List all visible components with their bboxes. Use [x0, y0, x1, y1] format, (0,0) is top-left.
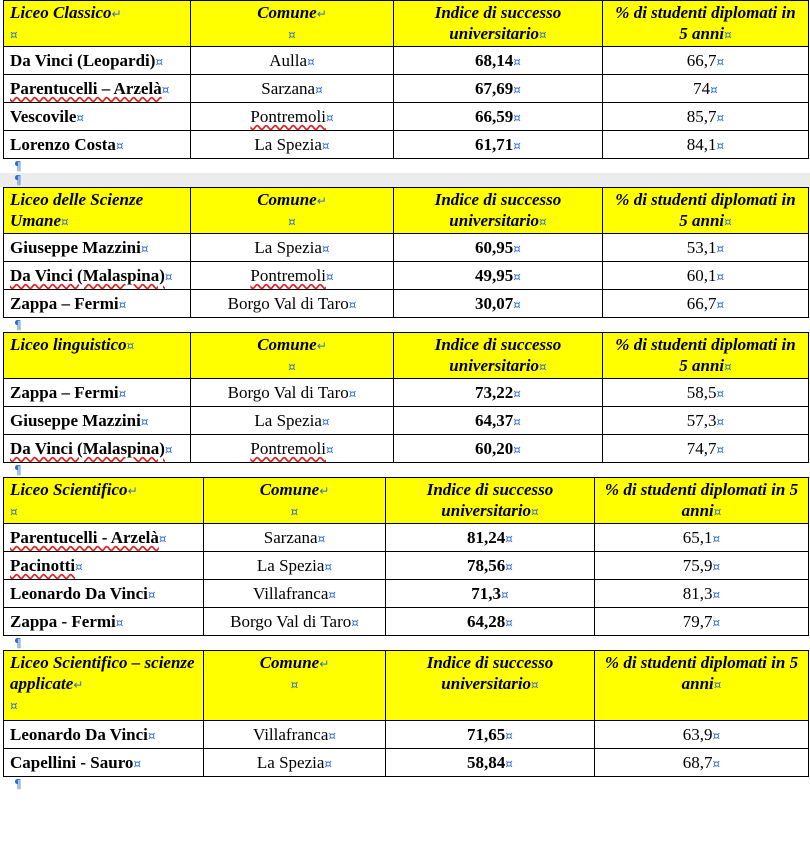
return-mark-icon: ↵	[127, 484, 138, 498]
indice-cell[interactable]: 66,59¤	[394, 103, 603, 131]
comune-cell[interactable]: La Spezia¤	[191, 131, 394, 159]
percent-cell[interactable]: 74¤	[603, 75, 809, 103]
comune-cell[interactable]: La Spezia¤	[204, 749, 386, 777]
table-row	[4, 524, 809, 552]
percent-cell[interactable]: 81,3¤	[595, 580, 809, 608]
header-school-type[interactable]: Liceo delle Scienze Umane¤	[4, 188, 191, 234]
table-row	[4, 262, 809, 290]
cell-end-mark-icon: ¤	[713, 678, 722, 692]
comune-cell[interactable]: Pontremoli¤	[191, 262, 394, 290]
pilcrow-icon: ¶	[14, 636, 22, 650]
table-row	[4, 749, 809, 777]
cell-end-mark-icon: ¤	[539, 215, 547, 229]
return-mark-icon: ↵	[319, 657, 330, 671]
table-header-row	[4, 188, 809, 234]
comune-cell[interactable]: Sarzana¤	[204, 524, 386, 552]
header-indice[interactable]: Indice di successo universitario¤	[394, 333, 603, 379]
percent-cell[interactable]: 60,1¤	[603, 262, 809, 290]
indice-cell[interactable]: 78,56¤	[386, 552, 595, 580]
cell-end-mark-icon: ¤	[288, 360, 296, 374]
school-name-cell[interactable]: Pacinotti¤	[4, 552, 204, 580]
comune-cell[interactable]: Pontremoli¤	[191, 435, 394, 463]
comune-cell[interactable]: Aulla¤	[191, 47, 394, 75]
percent-cell[interactable]: 75,9¤	[595, 552, 809, 580]
cell-end-mark-icon: ¤	[10, 28, 18, 42]
school-name-cell[interactable]: Zappa – Fermi¤	[4, 379, 191, 407]
return-mark-icon: ↵	[73, 678, 84, 692]
cell-end-mark-icon: ¤	[290, 678, 299, 692]
school-name-cell[interactable]: Da Vinci (Malaspina)¤	[4, 435, 191, 463]
comune-cell[interactable]: Villafranca¤	[204, 721, 386, 749]
header-comune[interactable]: Comune↵ ¤	[191, 1, 394, 47]
percent-cell[interactable]: 63,9¤	[595, 721, 809, 749]
indice-cell[interactable]: 64,28¤	[386, 608, 595, 636]
header-indice[interactable]: Indice di successo universitario¤	[386, 478, 595, 524]
school-name-cell[interactable]: Da Vinci (Leopardi)¤	[4, 47, 191, 75]
header-percent[interactable]: % di studenti diplomati in 5 anni¤	[603, 333, 809, 379]
return-mark-icon: ↵	[316, 7, 327, 21]
return-mark-icon: ↵	[316, 339, 327, 353]
header-comune[interactable]: Comune↵ ¤	[204, 478, 386, 524]
indice-cell[interactable]: 58,84¤	[386, 749, 595, 777]
table-row	[4, 435, 809, 463]
header-comune[interactable]: Comune↵ ¤	[191, 333, 394, 379]
indice-cell[interactable]: 64,37¤	[394, 407, 603, 435]
percent-cell[interactable]: 58,5¤	[603, 379, 809, 407]
pilcrow-icon: ¶	[14, 777, 22, 791]
school-name-cell[interactable]: Leonardo Da Vinci¤	[4, 580, 204, 608]
header-indice[interactable]: Indice di successo universitario¤	[394, 1, 603, 47]
table-row	[4, 608, 809, 636]
table-row	[4, 721, 809, 749]
table-row	[4, 290, 809, 318]
header-percent[interactable]: % di studenti diplomati in 5 anni¤	[603, 1, 809, 47]
indice-cell[interactable]: 71,3¤	[386, 580, 595, 608]
header-indice[interactable]: Indice di successo universitario¤	[394, 188, 603, 234]
school-name-cell[interactable]: Giuseppe Mazzini¤	[4, 234, 191, 262]
indice-cell[interactable]: 61,71¤	[394, 131, 603, 159]
cell-end-mark-icon: ¤	[531, 505, 539, 519]
school-name-cell[interactable]: Zappa - Fermi¤	[4, 608, 204, 636]
header-indice[interactable]: Indice di successo universitario¤	[386, 651, 595, 721]
return-mark-icon: ↵	[111, 7, 122, 21]
return-mark-icon: ↵	[319, 484, 330, 498]
pilcrow-icon: ¶	[14, 463, 22, 477]
table-row	[4, 580, 809, 608]
table-row	[4, 131, 809, 159]
percent-cell[interactable]: 74,7¤	[603, 435, 809, 463]
cell-end-mark-icon: ¤	[539, 360, 547, 374]
comune-cell[interactable]: La Spezia¤	[191, 234, 394, 262]
table-row	[4, 47, 809, 75]
indice-cell[interactable]: 30,07¤	[394, 290, 603, 318]
header-school-type[interactable]: Liceo Classico↵ ¤	[4, 1, 191, 47]
header-percent[interactable]: % di studenti diplomati in 5 anni¤	[595, 651, 809, 721]
indice-cell[interactable]: 73,22¤	[394, 379, 603, 407]
percent-cell[interactable]: 84,1¤	[603, 131, 809, 159]
comune-cell[interactable]: Borgo Val di Taro¤	[191, 379, 394, 407]
comune-cell[interactable]: Villafranca¤	[204, 580, 386, 608]
comune-cell[interactable]: Sarzana¤	[191, 75, 394, 103]
pilcrow-icon: ¶	[14, 318, 22, 332]
cell-end-mark-icon: ¤	[724, 360, 732, 374]
table-liceo-scienze-applicate	[3, 650, 809, 777]
cell-end-mark-icon: ¤	[126, 339, 135, 353]
indice-cell[interactable]: 81,24¤	[386, 524, 595, 552]
table-liceo-scientifico	[3, 477, 809, 636]
table-row	[4, 75, 809, 103]
comune-cell[interactable]: La Spezia¤	[204, 552, 386, 580]
percent-cell[interactable]: 57,3¤	[603, 407, 809, 435]
table-row	[4, 407, 809, 435]
school-name-cell[interactable]: Zappa – Fermi¤	[4, 290, 191, 318]
table-header-row	[4, 651, 809, 721]
cell-end-mark-icon: ¤	[713, 505, 722, 519]
table-header-row	[4, 478, 809, 524]
comune-cell[interactable]: La Spezia¤	[191, 407, 394, 435]
percent-cell[interactable]: 79,7¤	[595, 608, 809, 636]
table-header-row	[4, 333, 809, 379]
percent-cell[interactable]: 65,1¤	[595, 524, 809, 552]
header-percent[interactable]: % di studenti diplomati in 5 anni¤	[603, 188, 809, 234]
comune-cell[interactable]: Pontremoli¤	[191, 103, 394, 131]
comune-cell[interactable]: Borgo Val di Taro¤	[191, 290, 394, 318]
pilcrow-icon: ¶	[0, 173, 810, 187]
header-school-type[interactable]: Liceo Scientifico – scienze applicate↵ ¤	[4, 651, 204, 721]
cell-end-mark-icon: ¤	[10, 505, 18, 519]
comune-cell[interactable]: Borgo Val di Taro¤	[204, 608, 386, 636]
percent-cell[interactable]: 66,7¤	[603, 290, 809, 318]
header-school-type[interactable]: Liceo linguistico¤	[4, 333, 191, 379]
indice-cell[interactable]: 60,20¤	[394, 435, 603, 463]
indice-cell[interactable]: 49,95¤	[394, 262, 603, 290]
table-row	[4, 379, 809, 407]
percent-cell[interactable]: 85,7¤	[603, 103, 809, 131]
school-name-cell[interactable]: Vescovile¤	[4, 103, 191, 131]
cell-end-mark-icon: ¤	[531, 678, 539, 692]
header-comune[interactable]: Comune↵ ¤	[204, 651, 386, 721]
school-name-cell[interactable]: Capellini - Sauro¤	[4, 749, 204, 777]
table-liceo-classico	[3, 0, 809, 159]
table-liceo-scienze-umane	[3, 187, 809, 318]
indice-cell[interactable]: 68,14¤	[394, 47, 603, 75]
table-row	[4, 103, 809, 131]
cell-end-mark-icon: ¤	[724, 215, 732, 229]
indice-cell[interactable]: 60,95¤	[394, 234, 603, 262]
cell-end-mark-icon: ¤	[10, 699, 18, 713]
table-header-row	[4, 1, 809, 47]
cell-end-mark-icon: ¤	[539, 28, 547, 42]
school-name-cell[interactable]: Leonardo Da Vinci¤	[4, 721, 204, 749]
school-name-cell[interactable]: Giuseppe Mazzini¤	[4, 407, 191, 435]
indice-cell[interactable]: 71,65¤	[386, 721, 595, 749]
school-name-cell[interactable]: Da Vinci (Malaspina)¤	[4, 262, 191, 290]
indice-cell[interactable]: 67,69¤	[394, 75, 603, 103]
percent-cell[interactable]: 66,7¤	[603, 47, 809, 75]
school-name-cell[interactable]: Lorenzo Costa¤	[4, 131, 191, 159]
cell-end-mark-icon: ¤	[288, 28, 296, 42]
percent-cell[interactable]: 53,1¤	[603, 234, 809, 262]
table-row	[4, 552, 809, 580]
return-mark-icon: ↵	[316, 194, 327, 208]
school-name-cell[interactable]: Parentucelli – Arzelà¤	[4, 75, 191, 103]
cell-end-mark-icon: ¤	[288, 215, 296, 229]
table-row	[4, 234, 809, 262]
table-liceo-linguistico	[3, 332, 809, 463]
header-comune[interactable]: Comune↵ ¤	[191, 188, 394, 234]
cell-end-mark-icon: ¤	[724, 28, 732, 42]
cell-end-mark-icon: ¤	[290, 505, 299, 519]
percent-cell[interactable]: 68,7¤	[595, 749, 809, 777]
header-school-type[interactable]: Liceo Scientifico↵ ¤	[4, 478, 204, 524]
pilcrow-icon: ¶	[14, 159, 22, 173]
school-name-cell[interactable]: Parentucelli - Arzelà¤	[4, 524, 204, 552]
cell-end-mark-icon: ¤	[61, 215, 69, 229]
header-percent[interactable]: % di studenti diplomati in 5 anni¤	[595, 478, 809, 524]
